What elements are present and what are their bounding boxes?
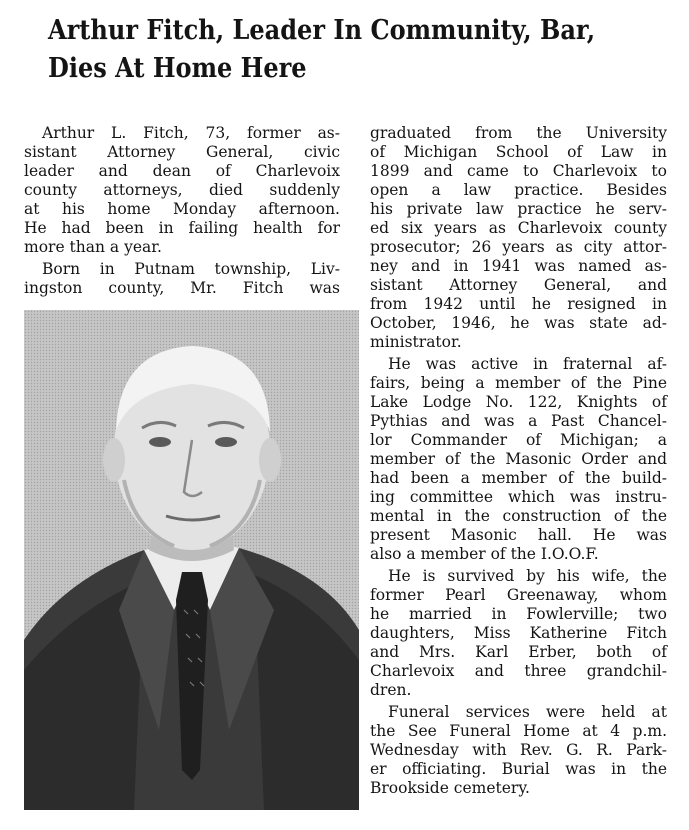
paragraph-survivors (370, 567, 667, 700)
text-line: also a member of the I.O.O.F. (370, 545, 599, 563)
text-line: October, 1946, he was state ad- (370, 314, 667, 332)
paragraph-intro (24, 124, 340, 257)
text-line: and Mrs. Karl Erber, both of (370, 643, 667, 661)
text-line: ing committee which was instru- (370, 488, 667, 506)
text-line: ed six years as Charlevoix county (370, 219, 667, 237)
text-line: dren. (370, 681, 412, 699)
text-line: ingston county, Mr. Fitch was (24, 279, 340, 297)
text-line: fairs, being a member of the Pine (370, 374, 667, 392)
text-line: from 1942 until he resigned in (370, 295, 667, 313)
text-line: Charlevoix and three grandchil- (370, 662, 667, 680)
text-line: open a law practice. Besides (370, 181, 667, 199)
article-column-left (24, 124, 340, 298)
paragraph-birth (24, 260, 340, 298)
text-line: county attorneys, died suddenly (24, 181, 340, 199)
text-line: er officiating. Burial was in the (370, 760, 667, 778)
text-line: his private law practice he serv- (370, 200, 667, 218)
text-line: Funeral services were held at (388, 703, 667, 721)
text-line: daughters, Miss Katherine Fitch (370, 624, 667, 642)
text-line: prosecutor; 26 years as city attor- (370, 238, 667, 256)
text-line: graduated from the University (370, 124, 667, 142)
text-line: Brookside cemetery. (370, 779, 530, 797)
text-line: sistant Attorney General, and (370, 276, 667, 294)
text-line: He was active in fraternal af- (388, 355, 667, 373)
paragraph-funeral (370, 703, 667, 798)
headline-line-1: Arthur Fitch, Leader In Community, Bar, (48, 15, 596, 46)
text-line: Wednesday with Rev. G. R. Park- (370, 741, 667, 759)
paragraph-education (370, 124, 667, 352)
text-line: more than a year. (24, 238, 162, 256)
portrait-photo (24, 310, 359, 810)
text-line: Lake Lodge No. 122, Knights of (370, 393, 667, 411)
text-line: had been a member of the build- (370, 469, 667, 487)
text-line: ministrator. (370, 333, 462, 351)
text-line: He is survived by his wife, the (388, 567, 667, 585)
text-line: sistant Attorney General, civic (24, 143, 340, 161)
text-line: Arthur L. Fitch, 73, former as- (42, 124, 340, 142)
text-line: leader and dean of Charlevoix (24, 162, 340, 180)
paragraph-fraternal (370, 355, 667, 564)
text-line: ney and in 1941 was named as- (370, 257, 667, 275)
article-headline (48, 12, 609, 88)
text-line: 1899 and came to Charlevoix to (370, 162, 667, 180)
text-line: Pythias and was a Past Chancel- (370, 412, 667, 430)
text-line: Born in Putnam township, Liv- (42, 260, 340, 278)
text-line: former Pearl Greenaway, whom (370, 586, 667, 604)
headline-line-2: Dies At Home Here (48, 53, 307, 84)
text-line: He had been in failing health for (24, 219, 340, 237)
text-line: present Masonic hall. He was (370, 526, 667, 544)
article-column-right (370, 124, 667, 798)
text-line: lor Commander of Michigan; a (370, 431, 667, 449)
text-line: mental in the construction of the (370, 507, 667, 525)
text-line: member of the Masonic Order and (370, 450, 667, 468)
text-line: he married in Fowlerville; two (370, 605, 667, 623)
text-line: of Michigan School of Law in (370, 143, 667, 161)
text-line: the See Funeral Home at 4 p.m. (370, 722, 667, 740)
text-line: at his home Monday afternoon. (24, 200, 340, 218)
